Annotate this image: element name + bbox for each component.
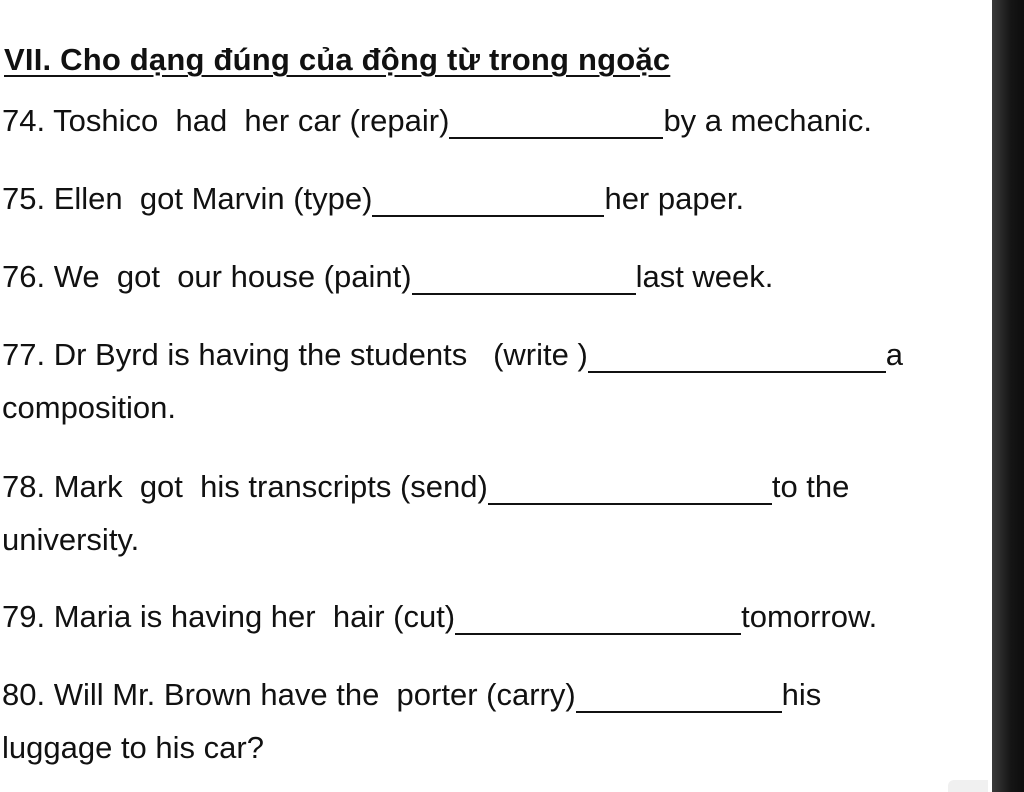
- question-80: [2, 677, 821, 713]
- question-79-text: 79. Maria is having her hair (cut): [2, 599, 456, 634]
- question-76-text: 76. We got our house (paint): [2, 259, 412, 294]
- question-74: [2, 103, 872, 139]
- question-80-text: 80. Will Mr. Brown have the porter (carry): [2, 677, 576, 712]
- question-77-continuation: composition.: [2, 390, 177, 425]
- question-76-after: last week.: [635, 259, 774, 294]
- question-77-after: a: [885, 337, 904, 372]
- question-80-continuation: luggage to his car?: [2, 730, 264, 765]
- page-corner: [948, 780, 988, 792]
- question-77-blank[interactable]: [588, 343, 886, 373]
- question-75-blank[interactable]: [372, 187, 604, 217]
- question-78-continuation: university.: [2, 522, 140, 557]
- question-80-after: his: [781, 677, 822, 712]
- question-75-after: her paper.: [604, 181, 745, 216]
- question-79: [2, 599, 877, 635]
- question-77-text: 77. Dr Byrd is having the students (write ): [2, 337, 588, 372]
- question-77: [2, 337, 903, 373]
- question-76-blank[interactable]: [412, 265, 636, 295]
- question-80-blank[interactable]: [576, 683, 782, 713]
- question-78-text: 78. Mark got his transcripts (send): [2, 469, 488, 504]
- question-79-blank[interactable]: [455, 605, 741, 635]
- section-heading: VII. Cho dạng đúng của động từ trong ngoặc: [4, 42, 671, 77]
- question-75-text: 75. Ellen got Marvin (type): [2, 181, 373, 216]
- question-74-blank[interactable]: [449, 109, 663, 139]
- question-74-text: 74. Toshico had her car (repair): [2, 103, 450, 138]
- question-76: [2, 259, 773, 295]
- question-78-blank[interactable]: [488, 475, 772, 505]
- page-edge-shadow: [992, 0, 1024, 792]
- question-74-after: by a mechanic.: [663, 103, 872, 138]
- question-75: [2, 181, 744, 217]
- question-78: [2, 469, 849, 505]
- question-78-after: to the: [771, 469, 850, 504]
- question-79-after: tomorrow.: [741, 599, 878, 634]
